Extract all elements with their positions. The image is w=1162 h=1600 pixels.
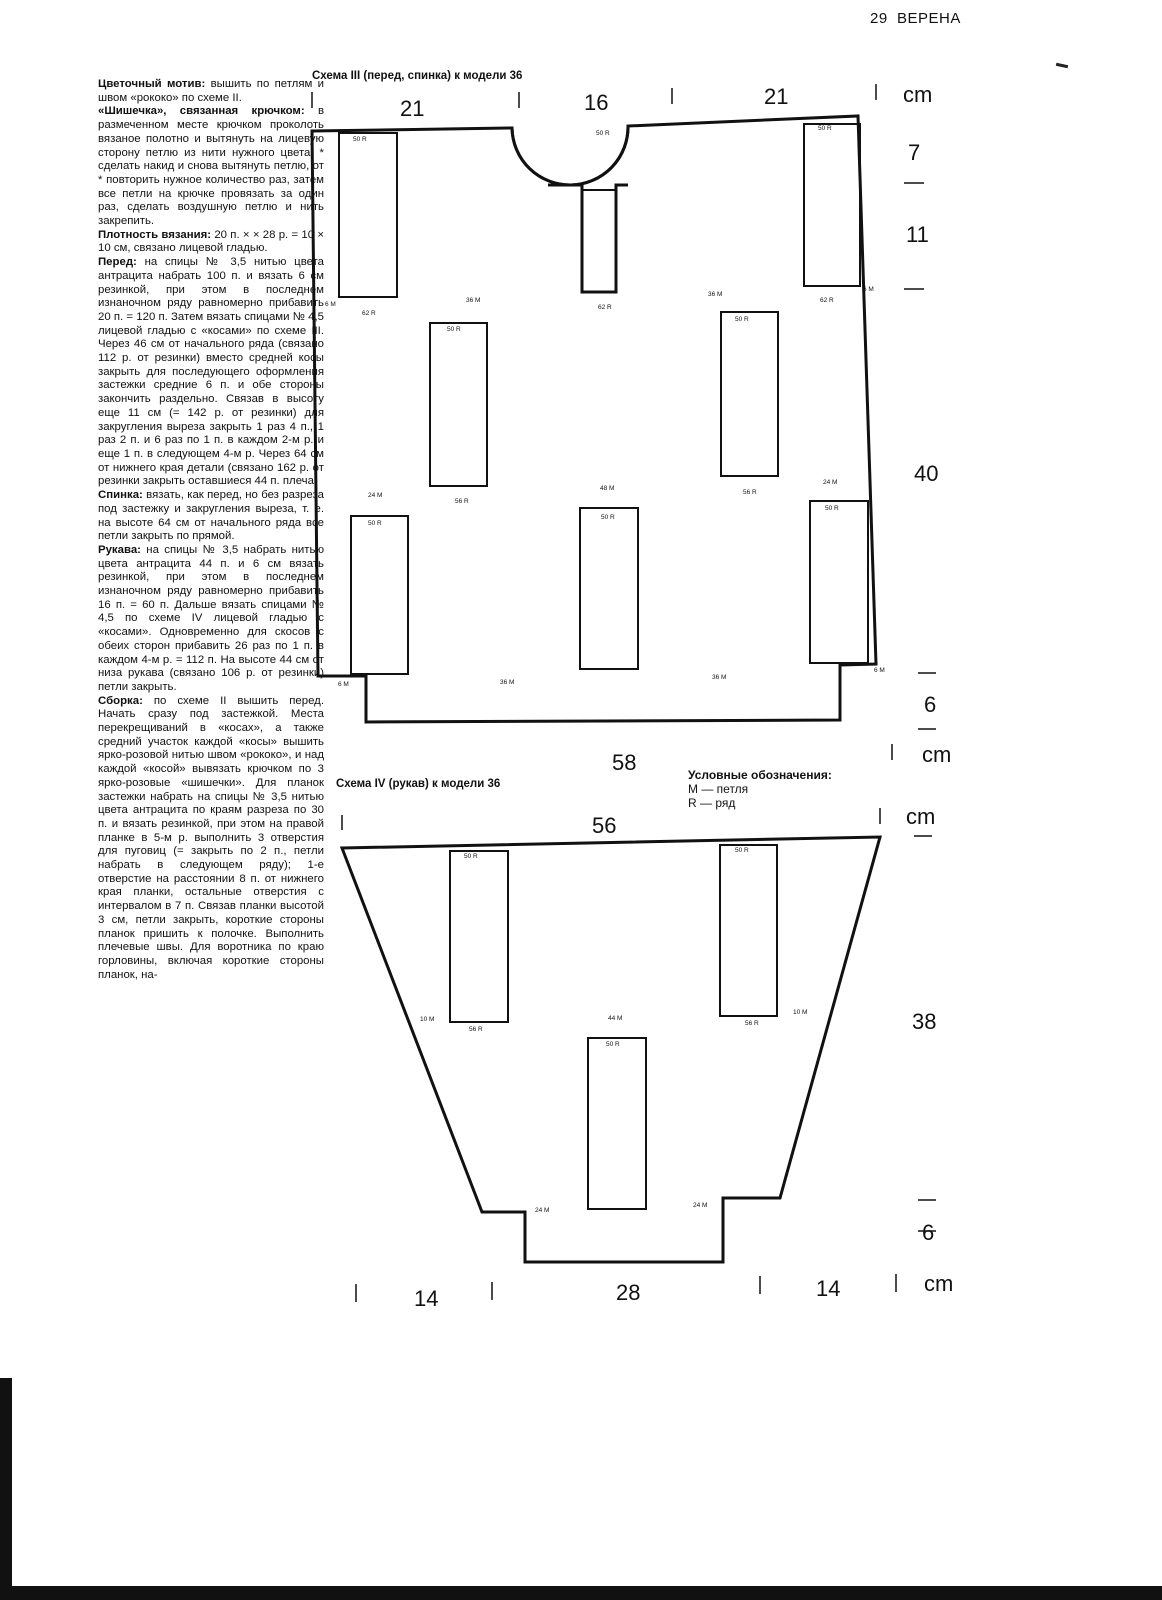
- scheme3-dim-right-6: 6: [924, 692, 937, 717]
- scheme3-unit-top: cm: [903, 82, 933, 107]
- scan-edge-left: [0, 1378, 12, 1600]
- scheme4-diagram: [342, 808, 936, 1302]
- scheme4-dim-bottom-left: 14: [414, 1286, 439, 1311]
- label-50r: 50 R: [601, 514, 615, 521]
- label-24m: 24 M: [823, 479, 838, 486]
- label-50r: 50 R: [735, 847, 749, 854]
- label-6m: 6 M: [863, 286, 874, 293]
- scheme3-cable-6: [580, 508, 638, 669]
- scheme4-dim-right-38: 38: [912, 1009, 937, 1034]
- label-62r: 62 R: [598, 304, 612, 311]
- scheme4-cable-3: [588, 1038, 646, 1209]
- scheme3-unit-bottom: cm: [922, 742, 952, 767]
- label-6m: 6 M: [325, 301, 336, 308]
- magazine-title: ВЕРЕНА: [897, 10, 961, 27]
- scheme4-cable-2: [720, 845, 777, 1016]
- label-50r: 50 R: [606, 1041, 620, 1048]
- label-50r: 50 R: [447, 326, 461, 333]
- paragraph-back: Спинка: вязать, как перед, но без разреза под застежку и закругления выреза, т. е. на высоте 64 см от начального ряда все петли закрыть по прямой.: [98, 489, 324, 543]
- label-50r: 50 R: [596, 130, 610, 137]
- label-48m: 48 M: [600, 485, 615, 492]
- page-number: 29: [870, 10, 888, 27]
- scheme3-dim-right-40: 40: [914, 461, 939, 486]
- scheme3-cable-4: [721, 312, 778, 476]
- scheme3-placket-slit: [512, 126, 628, 292]
- label-10m: 10 M: [420, 1016, 435, 1023]
- paragraph-assembly: Сборка: по схеме II вышить перед. Начать сразу под застежкой. Места перекрещиваний в «косах», а также средний участок каждой «косы» вышить ярко-розовой нитью швом «рококо», и над каждой «косой» вывязать крючком по 3 ярко-розовые «шишечки». Для планок застежки набрать на спицы № 3,5 нитью цвета антрацита по краям разреза по 30 п. и вязать резинкой, при этом на правой планке в 5-м р. выполнить 3 отверстия для пуговиц (= закрыть по 2 п., петли набрать в следующем ряду); 1-е отверстие на расстоянии 8 п. от нижнего края планки, остальные отверстия с интервалом в 7 п. Связав планки высотой 3 см, петли закрыть, короткие стороны планок пришить к полочке. Выполнить плечевые швы. Для воротника по краю горловины, включая короткие стороны планок, на-: [98, 694, 324, 981]
- label-50r: 50 R: [825, 505, 839, 512]
- label-44m: 44 M: [608, 1015, 623, 1022]
- scheme4-small-labels: [420, 847, 807, 1214]
- label-56r: 56 R: [469, 1026, 483, 1033]
- scheme4-ticks: [342, 808, 936, 1302]
- scheme4-unit-top: cm: [906, 804, 936, 829]
- scheme3-cable-3: [430, 323, 487, 486]
- label-50r: 50 R: [735, 316, 749, 323]
- scheme3-cable-2: [804, 124, 860, 286]
- label-56r: 56 R: [745, 1020, 759, 1027]
- scheme3-dim-right-11: 11: [906, 222, 929, 247]
- legend-r: R — ряд: [688, 796, 736, 810]
- scheme3-slit-rect: [582, 190, 616, 292]
- label-50r: 50 R: [818, 125, 832, 132]
- scheme4-sleeve-outline: [342, 837, 880, 1262]
- label-6m: 6 M: [874, 667, 885, 674]
- scheme3-dim-bottom: 58: [612, 750, 637, 775]
- paragraph-front: Перед: на спицы № 3,5 нитью цвета антрацита набрать 100 п. и вязать 6 см резинкой, при этом в последнем изнаночном ряду равномерно прибавить 20 п. = 120 п. Затем вязать спицами № 4,5 лицевой гладью с «косами» по схеме III. Через 46 см от начального ряда (связано 112 р. от резинки) вместо средней косы закрыть для последующего оформления застежки средние 6 п. и обе стороны закончить раздельно. Связав в высоту еще 11 см (= 142 р. от резинки) для закругления выреза закрыть 1 раз 4 п., 1 раз 2 п. и 6 раз по 1 п. в каждом 2-м р. и еще 1 п. в следующем 4-м р. Через 64 см от нижнего края детали (связано 162 р. от резинки закрыть оставшиеся 44 п. плеча.: [98, 256, 324, 488]
- label-24m: 24 M: [535, 1207, 550, 1214]
- label-6m: 6 M: [338, 681, 349, 688]
- scheme4-unit-bottom: cm: [924, 1271, 954, 1296]
- legend-m: M — петля: [688, 782, 749, 796]
- label-50r: 50 R: [368, 520, 382, 527]
- scheme3-dim-top-mid: 16: [584, 90, 609, 115]
- scheme4-dim-right-6: 6: [922, 1220, 935, 1245]
- scheme4-dim-bottom-mid: 28: [616, 1280, 641, 1305]
- label-36m: 36 M: [466, 297, 481, 304]
- label-10m: 10 M: [793, 1009, 808, 1016]
- scheme4-cable-1: [450, 851, 508, 1022]
- scheme3-cable-5: [351, 516, 408, 674]
- scheme3-dim-top-left: 21: [400, 96, 425, 121]
- label-36m: 36 M: [500, 679, 515, 686]
- scheme3-cable-1: [339, 133, 397, 297]
- label-62r: 62 R: [362, 310, 376, 317]
- legend-title: Условные обозначения:: [688, 768, 832, 782]
- scheme4-dim-top: 56: [592, 813, 617, 838]
- label-62r: 62 R: [820, 297, 834, 304]
- label-56r: 56 R: [743, 489, 757, 496]
- label-36m: 36 M: [708, 291, 723, 298]
- paragraph-bobble: «Шишечка», связанная крючком: в размеченном месте крючком проколоть вязаное полотно и вытянуть на лицевую сторону петлю из нити нужного цвета, * сделать накид и снова вытянуть петлю, от * повторить нужное количество раз, затем все петли на крючке провязать за один раз, сделать воздушную петлю и нить закрепить.: [98, 105, 325, 228]
- scheme4-dim-bottom-right: 14: [816, 1276, 841, 1301]
- label-24m: 24 M: [693, 1202, 708, 1209]
- label-56r: 56 R: [455, 498, 469, 505]
- label-36m: 36 M: [712, 674, 727, 681]
- paragraph-gauge: Плотность вязания: 20 п. × × 28 р. = 10 × 10 см, связано лицевой гладью.: [98, 228, 324, 255]
- label-24m: 24 M: [368, 492, 383, 499]
- scheme4-title: Схема IV (рукав) к модели 36: [336, 778, 501, 790]
- paragraph-sleeves: Рукава: на спицы № 3,5 набрать нитью цвета антрацита 44 п. и 6 см вязать резинкой, при этом в последнем изнаночном ряду равномерно прибавить 16 п. = 60 п. Дальше вязать спицами № 4,5 по схеме IV лицевой гладью с «косами». Одновременно для скосов с обеих сторон прибавить 26 раз по 1 п. в каждом 4-м р. = 112 п. На высоте 44 см от низа рукава (связано 106 р. от резинки) петли закрыть.: [98, 543, 324, 693]
- scan-edge-bottom: [0, 1586, 1162, 1600]
- label-50r: 50 R: [353, 136, 367, 143]
- paragraph-flower-motif: Цветочный мотив: вышить по петлям и швом «рококо» по схеме II.: [98, 78, 324, 104]
- scheme3-dim-right-7: 7: [908, 140, 921, 165]
- label-50r: 50 R: [464, 853, 478, 860]
- scheme3-dim-top-right: 21: [764, 84, 789, 109]
- scheme3-diagram: [312, 84, 939, 760]
- scheme3-cable-7: [810, 501, 868, 663]
- scheme3-title: Схема III (перед, спинка) к модели 36: [312, 70, 523, 82]
